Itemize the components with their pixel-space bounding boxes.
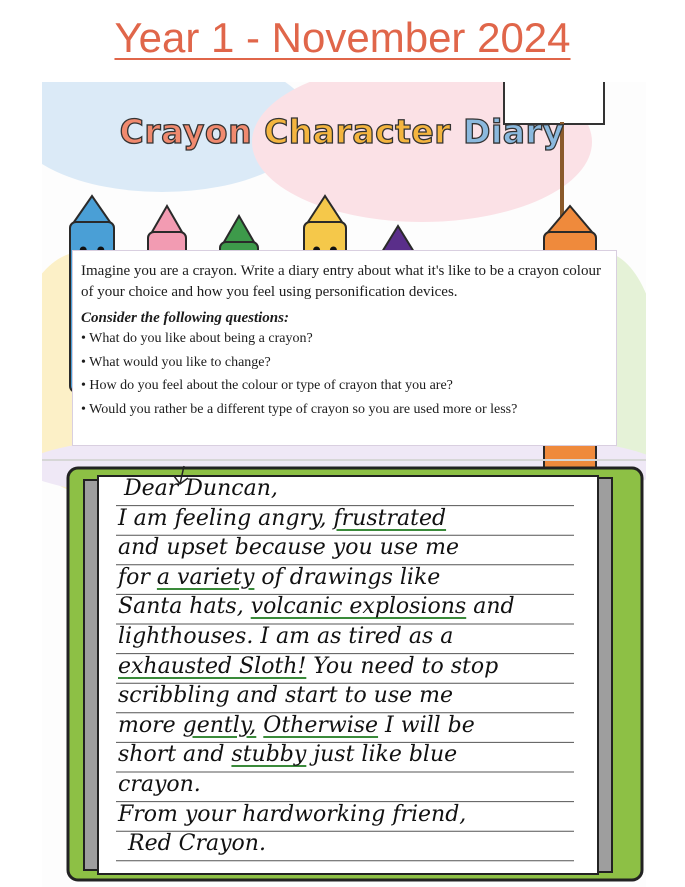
diary-line: and upset because you use me [118,535,459,561]
crayon-tip [382,226,414,252]
banner-word: Character [264,112,452,151]
diary-line: scribbling and start to use me [118,683,454,709]
highlighted-phrase: volcanic explosions [250,594,467,620]
crayon-tip [548,206,592,232]
worksheet-banner [42,112,642,151]
diary-line: From your hardworking friend, [118,801,467,827]
question-item: • What would you like to change? [81,351,608,375]
highlighted-phrase: gently, [182,712,257,738]
question-item: • Would you rather be a different type of crayon so you are used more or less? [81,398,608,422]
highlighted-phrase: exhausted Sloth! [118,653,307,679]
diary-notebook [66,464,644,884]
question-item: • What do you like about being a crayon? [81,327,608,351]
prompt-text: Imagine you are a crayon. Write a diary entry about what it's like to be a crayon colour of your choice and how you feel using personification devices. [81,263,601,300]
banner-word: Diary [463,112,565,151]
diary-line: Red Crayon. [128,831,266,857]
diary-line: for a variety of drawings like [118,564,441,590]
notebook-spine-right [598,478,612,872]
diary-line: short and stubby just like blue [118,742,458,768]
question-item: • How do you feel about the colour or type of crayon that you are? [81,374,608,398]
diary-line: more gently, Otherwise I will be [118,712,475,738]
highlighted-phrase: stubby [231,742,307,768]
diary-line: Dear Duncan, [124,476,278,501]
highlighted-phrase: a variety [156,564,255,590]
page-title: Year 1 - November 2024 [114,14,571,61]
crayon-tip [224,216,254,242]
diary-line: crayon. [118,772,201,797]
diary-line: Santa hats, volcanic explosions and [118,594,515,620]
questions-heading: Consider the following questions: [81,310,289,326]
worksheet [42,82,646,887]
diary-line: exhausted Sloth! You need to stop [118,653,499,679]
crayon-tip [74,196,110,222]
question-list [81,327,608,421]
notebook-spine-left [84,480,98,870]
diary-line: lighthouses. I am as tired as a [118,624,454,649]
diary-line: I am feeling angry, frustrated [118,505,447,531]
highlighted-phrase: frustrated [333,505,447,531]
prompt-box [72,250,617,446]
highlighted-phrase: Otherwise [263,712,379,738]
banner-word: Crayon [119,112,253,151]
crayon-tip [152,206,182,232]
